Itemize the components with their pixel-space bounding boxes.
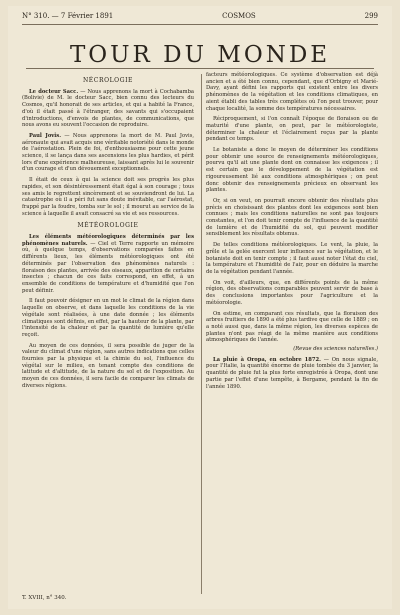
page-title: TOUR DU MONDE — [69, 42, 331, 68]
paragraph: Le botaniste a donc le moyen de déterminer les conditions pour obtenir une source de renseignements météorologiques, pourvu qu'il ait une plante dont on connaisse les exigences ; il est certain que le développement de la végétation est rigoureusement lié aux conditions atmosphériques ; on peut donc obtenir des renseignements précieux en observant les plantes. — [206, 147, 378, 194]
paragraph: Or, si on veut, on pourrait encore obtenir des résultats plus précis en choisissant des plantes dont les exigences sont bien connues ; mais les conditions naturelles ne sont pas toujours constantes, et l'on doit tenir compte de l'influence de la quantité de lumière et de l'humidité du sol, qui peuvent modifier sensiblement les résultats obtenus. — [206, 197, 378, 238]
paragraph: facteurs météorologiques. Ce système d'observation est déjà ancien et a été bien connu, cependant, que d'Orbigny et Marié-Davy, ayant défini les rapports qui existent entre les divers phénomènes de la végétation et les conditions climatiques, en aient établi des tables très complètes où l'on peut trouver, pour chaque localité, la somme des températures nécessaires. — [206, 72, 378, 112]
right-column — [206, 72, 378, 394]
paragraph — [22, 89, 194, 129]
section-heading-necrologie: NÉCROLOGIE — [82, 77, 134, 84]
header-journal: COSMOS — [222, 12, 256, 20]
paragraph-lead: La pluie à Oropa, en octobre 1872. — [213, 356, 321, 363]
source-citation: (Revue des sciences naturelles.) — [293, 346, 378, 353]
paragraph-body: — Nous apprenons la mort à Cochabamba (Bolivie) de M. le docteur Sacc, bien connu des lecteurs du Cosmos, qu'il honorait de ses articles, et qui a habité la France, d'où il était passé à l'étranger, des savants qui s'occupaient d'introductions, d'envois de plantes, de communications, que nous avons eu souvent l'occasion de reproduire. — [22, 88, 194, 129]
page — [8, 6, 392, 609]
title-rule — [26, 68, 374, 69]
paragraph: On estime, en comparant ces résultats, que la floraison des arbres fruitiers de 1890 a été plus tardive que celle de 1889 ; on a noté aussi que, dans la même région, les diverses espèces de plantes n'ont pas réagi de la même manière aux conditions atmosphériques de l'année. — [206, 310, 378, 344]
paragraph: On voit, d'ailleurs, que, en différents points de la même région, des observations comparables peuvent servir de base à des conclusions importantes pour l'agriculture et la météorologie. — [206, 279, 378, 306]
volume-footer: T. XVIII, n° 340. — [22, 595, 67, 601]
paragraph: Réciproquement, si l'on connaît l'époque de floraison ou de maturité d'une plante, on peut, par le météorologiste, déterminer la chaleur et l'éclairement reçus par la plante pendant ce temps. — [206, 116, 378, 143]
paragraph-body: — On nous signale, pour l'Italie, la quantité énorme de pluie tombée du 3 janvier, la quantité de pluie fut la plus forte enregistrée à Oropa, dont une partie par l'effet d'une tempête, à Bergame, pendant la fin de l'année 1890. — [206, 356, 378, 390]
header-page-number: 299 — [364, 12, 378, 20]
paragraph — [22, 133, 194, 173]
running-header — [22, 10, 378, 25]
paragraph: De telles conditions météorologiques. Le vent, la pluie, la grêle et la gelée exercent leur influence sur la végétation, et le botaniste doit en tenir compte ; il faut aussi noter l'état du ciel, la température et l'humidité de l'air, pour en déduire la marche de la végétation pendant l'année. — [206, 242, 378, 275]
header-issue: N° 310. — 7 Février 1891 — [22, 12, 114, 20]
paragraph — [22, 234, 194, 294]
paragraph-lead: Paul Jovis. — [29, 132, 62, 139]
paragraph-lead: Les éléments météorologiques déterminés par les phénomènes naturels. — [22, 234, 194, 247]
column-divider — [201, 74, 202, 594]
paragraph: Il était de ceux à qui la science doit ses progrès les plus rapides, et son désintéressement était égal à son courage ; tous ses amis le regrettent sincèrement et se souviendront de lui. La catastrophe où il a péri fut sans doute inévitable, car l'aérostat, frappé par la foudre, tomba sur le sol ; il mourut au service de la science à laquelle il avait consacré sa vie et ses ressources. — [22, 177, 194, 217]
paragraph-lead: Le docteur Sacc. — [29, 88, 79, 95]
paragraph — [206, 357, 378, 391]
paragraph-body: — Ciel et Terre rapporte un mémoire où, à quelque temps, d'observations comparées faites en différents lieux, les éléments météorologiques ont été déterminés par l'observation des phénomènes naturels : floraison des plantes, arrivée des oiseaux, apparition de certains insectes ; chacun de ces faits correspond, en effet, à un ensemble de conditions de température et d'humidité que l'on peut définir. — [22, 240, 194, 294]
left-column — [22, 72, 194, 394]
paragraph: Il faut pouvoir désigner en un mot le climat de la région dans laquelle on observe, et dans laquelle les conditions de la vie végétale sont réalisées, à une date donnée ; les éléments climatiques sont définis, en effet, par la hauteur de la plante, par l'intensité de la chaleur et par la quantité de lumière qu'elle reçoit. — [22, 298, 194, 338]
paragraph-body: — Nous apprenons la mort de M. Paul Jovis, aéronaute qui avait acquis une véritable notoriété dans le monde de l'aérostation. Plein de foi, d'enthousiasme pour cette jeune science, il se lança dans ses ascensions les plus hardies, et périt lors d'une expérience malheureuse, laissant après lui le souvenir d'un courage et d'un dévouement exceptionnels. — [22, 132, 195, 173]
section-heading-meteorologie: MÉTÉOROLOGIE — [77, 222, 139, 230]
paragraph: Au moyen de ces données, il sera possible de juger de la valeur du climat d'une région, sans autres indications que celles fournies par la physique et la chimie du sol, l'influence du végétal sur le milieu, en tenant compte des conditions de latitude et d'altitude, de la nature du sol et de l'exposition. Au moyen de ces données, il sera facile de comparer les climats de diverses régions. — [22, 342, 194, 389]
